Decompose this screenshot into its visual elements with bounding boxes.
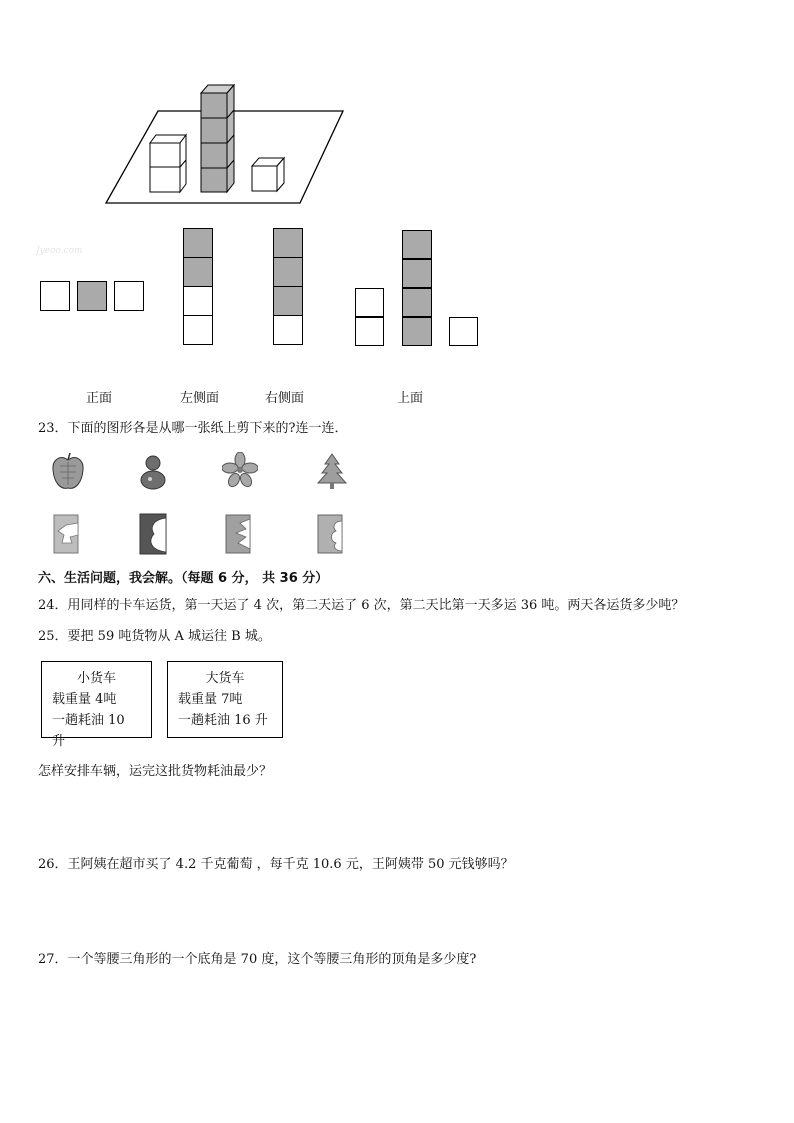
left-view-label: 左侧面 [180,391,220,406]
cube-arrangement-figure [100,80,350,210]
front-view-label: 正面 [86,391,113,406]
apple-shape-icon [50,452,86,492]
tree-shape-icon [316,452,348,492]
q25-text: 25．要把 59 吨货物从 A 城运往 B 城。 [38,629,271,644]
right-single-cube [252,158,284,191]
big-truck-capacity: 载重量 7吨 [178,692,243,707]
small-truck-fuel: 一趟耗油 10 升 [52,713,125,749]
big-truck-title: 大货车 [205,671,245,686]
small-truck-title: 小货车 [76,671,116,686]
paper-piece-3 [224,513,254,555]
big-truck-box [167,661,283,738]
q23-text: 23．下面的图形各是从哪一张纸上剪下来的?连一连． [38,421,348,436]
big-truck-fuel: 一趟耗油 16 升 [178,713,268,728]
paper-piece-1 [52,513,82,555]
q26-text: 26．王阿姨在超市买了 4.2 千克葡萄 ，每千克 10.6 元，王阿姨带 50 元钱够吗？ [38,857,514,872]
watermark: Jyeoo.com [36,246,83,256]
top-view-label: 上面 [397,391,424,406]
q24-text: 24．用同样的卡车运货，第一天运了 4 次，第二天运了 6 次，第二天比第一天多运 36 吨。两天各运货多少吨？ [38,598,685,613]
gourd-shape-icon [138,452,168,492]
right-view-label: 右侧面 [265,391,305,406]
small-truck-capacity: 载重量 4吨 [52,692,117,707]
q27-text: 27．一个等腰三角形的一个底角是 70 度，这个等腰三角形的顶角是多少度? [38,952,477,967]
q25-question: 怎样安排车辆，运完这批货物耗油最少？ [38,764,273,779]
section6-heading: 六、生活问题，我会解。（每题 6 分， 共 36 分） [38,571,329,586]
paper-piece-4 [316,513,346,555]
flower-shape-icon [222,452,258,488]
small-truck-box [41,661,152,749]
paper-piece-2 [138,512,168,556]
center-cube-stack [201,85,234,192]
left-cube-stack [150,135,186,192]
